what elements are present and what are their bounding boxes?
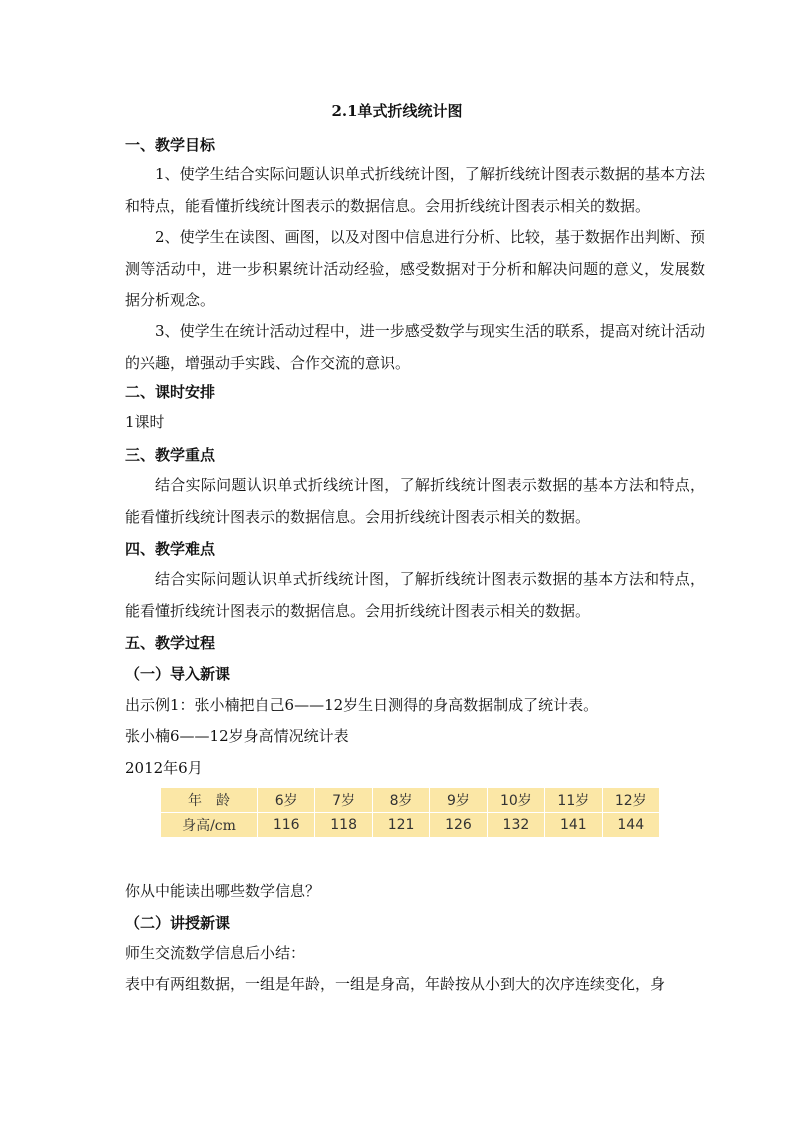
table-cell-height: 118 <box>315 813 372 838</box>
table-cell-height: 116 <box>258 813 315 838</box>
table-cell-height: 141 <box>545 813 602 838</box>
goal-paragraph-1: 1、使学生结合实际问题认识单式折线统计图，了解折线统计图表示数据的基本方法和特点，能看懂折线统计图表示的数据信息。会用折线统计图表示相关的数据。 <box>125 165 705 215</box>
height-table <box>160 787 660 838</box>
table-caption: 张小楠6——12岁身高情况统计表 <box>125 727 349 745</box>
subheading-intro: （一）导入新课 <box>125 665 231 683</box>
table-cell-height: 144 <box>602 813 659 838</box>
heading-key-points: 三、教学重点 <box>125 446 216 464</box>
table-cell-age: 12岁 <box>602 788 659 813</box>
heading-process: 五、教学过程 <box>125 634 216 652</box>
heading-difficulties: 四、教学难点 <box>125 540 216 558</box>
table-cell-age: 11岁 <box>545 788 602 813</box>
table-row-height <box>161 813 660 838</box>
table-cell-age: 7岁 <box>315 788 372 813</box>
table-row-label: 年 龄 <box>161 788 258 813</box>
example-text: 出示例1：张小楠把自己6——12岁生日测得的身高数据制成了统计表。 <box>125 696 599 714</box>
table-cell-age: 10岁 <box>487 788 544 813</box>
heading-schedule: 二、课时安排 <box>125 383 216 401</box>
table-cell-age: 9岁 <box>430 788 487 813</box>
table-date: 2012年6月 <box>125 759 203 777</box>
table-cell-age: 6岁 <box>258 788 315 813</box>
table-row-label: 身高/cm <box>161 813 258 838</box>
goal-paragraph-2: 2、使学生在读图、画图，以及对图中信息进行分析、比较，基于数据作出判断、预测等活动中，进一步积累统计活动经验，感受数据对于分析和解决问题的意义，发展数据分析观念。 <box>125 228 705 309</box>
page-title: 2.1单式折线统计图 <box>331 102 463 120</box>
table-cell-age: 8岁 <box>372 788 429 813</box>
difficulties-paragraph: 结合实际问题认识单式折线统计图，了解折线统计图表示数据的基本方法和特点，能看懂折线统计图表示的数据信息。会用折线统计图表示相关的数据。 <box>125 570 705 620</box>
heading-teaching-goals: 一、教学目标 <box>125 136 216 154</box>
schedule-text: 1课时 <box>125 413 165 431</box>
question-text: 你从中能读出哪些数学信息？ <box>125 882 321 900</box>
table-cell-height: 121 <box>372 813 429 838</box>
table-row-age <box>161 788 660 813</box>
table-cell-height: 126 <box>430 813 487 838</box>
summary-intro: 师生交流数学信息后小结： <box>125 944 306 962</box>
key-points-paragraph: 结合实际问题认识单式折线统计图，了解折线统计图表示数据的基本方法和特点，能看懂折线统计图表示的数据信息。会用折线统计图表示相关的数据。 <box>125 476 705 526</box>
table-cell-height: 132 <box>487 813 544 838</box>
subheading-new-lesson: （二）讲授新课 <box>125 914 231 932</box>
goal-paragraph-3: 3、使学生在统计活动过程中，进一步感受数学与现实生活的联系，提高对统计活动的兴趣，增强动手实践、合作交流的意识。 <box>125 322 705 372</box>
summary-text: 表中有两组数据，一组是年龄，一组是身高，年龄按从小到大的次序连续变化，身 <box>125 975 666 993</box>
